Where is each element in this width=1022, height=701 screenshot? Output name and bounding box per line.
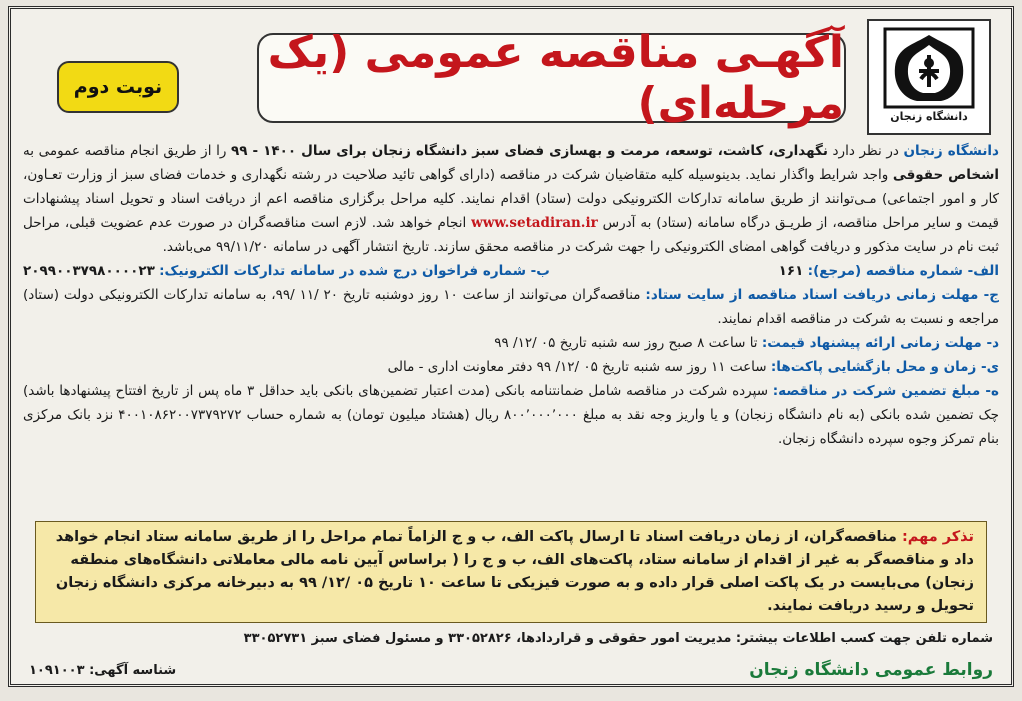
notice-header [11, 9, 1011, 129]
ad-id: شناسه آگهی: ۱۰۹۱۰۰۳ [29, 662, 177, 678]
item-d-text: تا ساعت ۸ صبح روز سه شنبه تاریخ ۰۵ /۱۲/ ۹۹ [494, 335, 762, 351]
intro-paragraph [23, 139, 999, 259]
tender-numbers-row [23, 259, 999, 283]
item-e-label: ی- زمان و محل بازگشایی پاکت‌ها: [770, 359, 999, 375]
item-d [23, 331, 999, 355]
notice-body [23, 139, 999, 451]
notice-footer [29, 657, 993, 683]
intro-entity: اشخاص حقوقی [892, 167, 999, 183]
item-b-value: ۲۰۹۹۰۰۳۷۹۸۰۰۰۰۲۳ [23, 263, 155, 279]
item-f [23, 379, 999, 451]
intro-subject: نگهداری، کاشت، توسعه، مرمت و بهسازی فضای سبز دانشگاه زنجان برای سال ۱۴۰۰ - ۹۹ [230, 143, 828, 159]
contact-info: شماره تلفن جهت کسب اطلاعات بیشتر: مدیریت امور حقوقی و قراردادها، ۳۳۰۵۲۸۲۶ و مسئول فضای سبز ۳۳۰۵۲۷۳۱ [243, 631, 993, 646]
intro-text-2: را از طریق انجام مناقصه عمومی به [23, 143, 231, 159]
logo-caption: دانشگاه زنجان [890, 110, 968, 123]
notice-title: آگهـی مناقصه عمومی (یک مرحله‌ای) [267, 27, 844, 129]
item-b-label: ب- شماره فراخوان درج شده در سامانه تدارکات الکترونیک: [159, 263, 550, 279]
org-name: دانشگاه زنجان [903, 143, 999, 159]
item-c [23, 283, 999, 331]
university-logo [867, 19, 991, 135]
item-f-text: سپرده شرکت در مناقصه شامل ضمانتنامه بانکی (مدت اعتبار تضمین‌های بانکی باید حداقل ۳ ماه پس از تاریخ افتتاح پیشنهادها باشد) چک تضمین شده بانکی (به نام دانشگاه زنجان) و یا واریز وجه نقد به مبلغ ۸۰۰٬۰۰۰٬۰۰۰ ریال (هشتاد میلیون تومان) به شماره حساب ۴۰۰۱۰۸۶۲۰۰۷۳۷۹۲۷۲ نزد بانک مرکزی بنام تمرکز وجوه سپرده دانشگاه زنجان. [23, 383, 999, 447]
notice-title-box [257, 27, 846, 129]
item-a [779, 259, 999, 283]
important-label: تذکر مهم: [901, 529, 974, 545]
tender-notice [8, 6, 1014, 687]
important-note [35, 521, 987, 623]
item-f-label: ه- مبلغ تضمین شرکت در مناقصه: [772, 383, 1000, 399]
item-e [23, 355, 999, 379]
intro-text-4: انجام خواهد شد. لازم است مناقصه‌گران در صورت عدم عضویت قبلی، مراحل ثبت نام در سایت مذکور و دریافت گواهی امضای الکترونیکی را جهت شرکت در مناقصه محقق سازند. تاریخ انتشار آگهی در سامانه ۹۹/۱۱/۲۰ می‌باشد. [23, 215, 999, 255]
item-a-value: ۱۶۱ [778, 263, 804, 279]
intro-text-3: واجد شرایط واگذار نماید. بدینوسیله کلیه متقاضیان شرکت در مناقصه (دارای گواهی تائید صلاحیت در رشته نگهداری و خدمات فضای سبز از وزارت تعـاون، کار و امور اجتماعی) مـی‌توانند از طریق سامانه تدارکات الکترونیکی دولت (ستاد) اقدام نمایند. کلیه مراحل برگزاری مناقصه اعم از دریافت اسناد و تحویل اسناد پیشنهادات قیمت و سایر مراحل مناقصه، از طریـق درگاه سامانه (ستاد) به آدرس [23, 167, 999, 231]
intro-text-1: در نظر دارد [827, 143, 904, 159]
signature: روابط عمومی دانشگاه زنجان [749, 660, 993, 680]
website-link[interactable]: www.setadiran.ir [471, 215, 598, 231]
item-c-text: مناقصه‌گران می‌توانند از ساعت ۱۰ روز دوشنبه تاریخ ۲۰ /۱۱ /۹۹، به سامانه تدارکات الکترونیکی دولت (ستاد) مراجعه و نسبت به شرکت در مناقصه اقدام نمایند. [23, 287, 999, 327]
important-text: مناقصه‌گران، از زمان دریافت اسناد تا ارسال پاکت الف، ب و ج الزاماً تمام مراحل را از طریق سامانه ستاد انجام خواهد داد و مناقصه‌گر به غیر از اقدام از سامانه ستاد، پاکت‌های الف، ب و ج را ( براساس آیین نامه مالی معاملاتی دانشگاه‌های منطقه زنجان) می‌بایست در یک پاکت اصلی قرار داده و به صورت فیزیکی تا ساعت ۱۰ تاریخ ۰۵ /۱۲/ ۹۹ به دبیرخانه مرکزی دانشگاه زنجان تحویل و رسید دریافت نمایند. [55, 529, 974, 614]
item-b [23, 259, 550, 283]
item-a-label: الف- شماره مناقصه (مرجع): [807, 263, 999, 279]
university-emblem-icon [883, 27, 975, 109]
round-badge: نوبت دوم [57, 61, 179, 113]
item-e-text: ساعت ۱۱ روز سه شنبه تاریخ ۰۵ /۱۲/ ۹۹ دفتر معاونت اداری - مالی [387, 359, 771, 375]
item-c-label: ج- مهلت زمانی دریافت اسناد مناقصه از سایت ستاد: [645, 287, 1000, 303]
item-d-label: د- مهلت زمانی ارائه پیشنهاد قیمت: [761, 335, 999, 351]
